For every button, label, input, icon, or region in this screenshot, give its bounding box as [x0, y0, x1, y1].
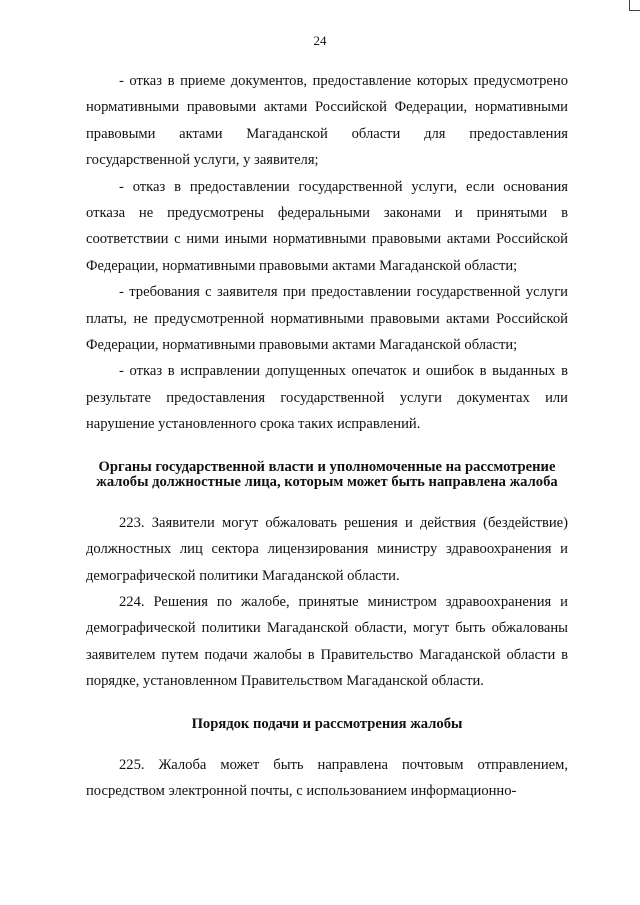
list-item-refusal-service: - отказ в предоставлении государственной услуги, если основания отказа не предусмотрены федеральными законами и принятыми в соответствии с ними иными нормативными правовыми актами Российской Федерации, нормативными правовыми актами Магаданской области;	[86, 178, 568, 274]
section-heading-complaint-procedure: Порядок подачи и рассмотрения жалобы	[191, 715, 463, 732]
paragraph-223: 223. Заявители могут обжаловать решения и действия (бездействие) должностных лиц сектора лицензирования министру здравоохранения и демографической политики Магаданской области.	[86, 514, 568, 584]
list-item-refusal-documents: - отказ в приеме документов, предоставление которых предусмотрено нормативными правовыми актами Российской Федерации, нормативными правовыми актами Магаданской области для предоставления государственной услуги, у заявителя;	[86, 73, 568, 169]
paragraph-224: 224. Решения по жалобе, принятые министром здравоохранения и демографической политики Магаданской области, могут быть обжалованы заявителем путем подачи жалобы в Правительство Магаданской области в порядке, установленном Правительством Магаданской области.	[86, 593, 568, 690]
list-item-fee-requirement: - требования с заявителя при предоставлении государственной услуги платы, не предусмотренной нормативными правовыми актами Российской Федерации, нормативными правовыми актами Магаданской области;	[86, 284, 568, 354]
document-body	[86, 68, 568, 804]
paragraph-225: 225. Жалоба может быть направлена почтовым отправлением, посредством электронной почты, с использованием информационно-	[86, 756, 568, 799]
scan-corner-mark	[629, 0, 640, 11]
list-item-correction-refusal: - отказ в исправлении допущенных опечаток и ошибок в выданных в результате предоставления государственной услуги документах или нарушение установленного срока таких исправлений.	[86, 363, 568, 433]
section-heading-authorities: Органы государственной власти и уполномоченные на рассмотрение жалобы должностные лица, которым может быть направлена жалоба	[96, 458, 558, 490]
page-number: 24	[313, 33, 327, 48]
